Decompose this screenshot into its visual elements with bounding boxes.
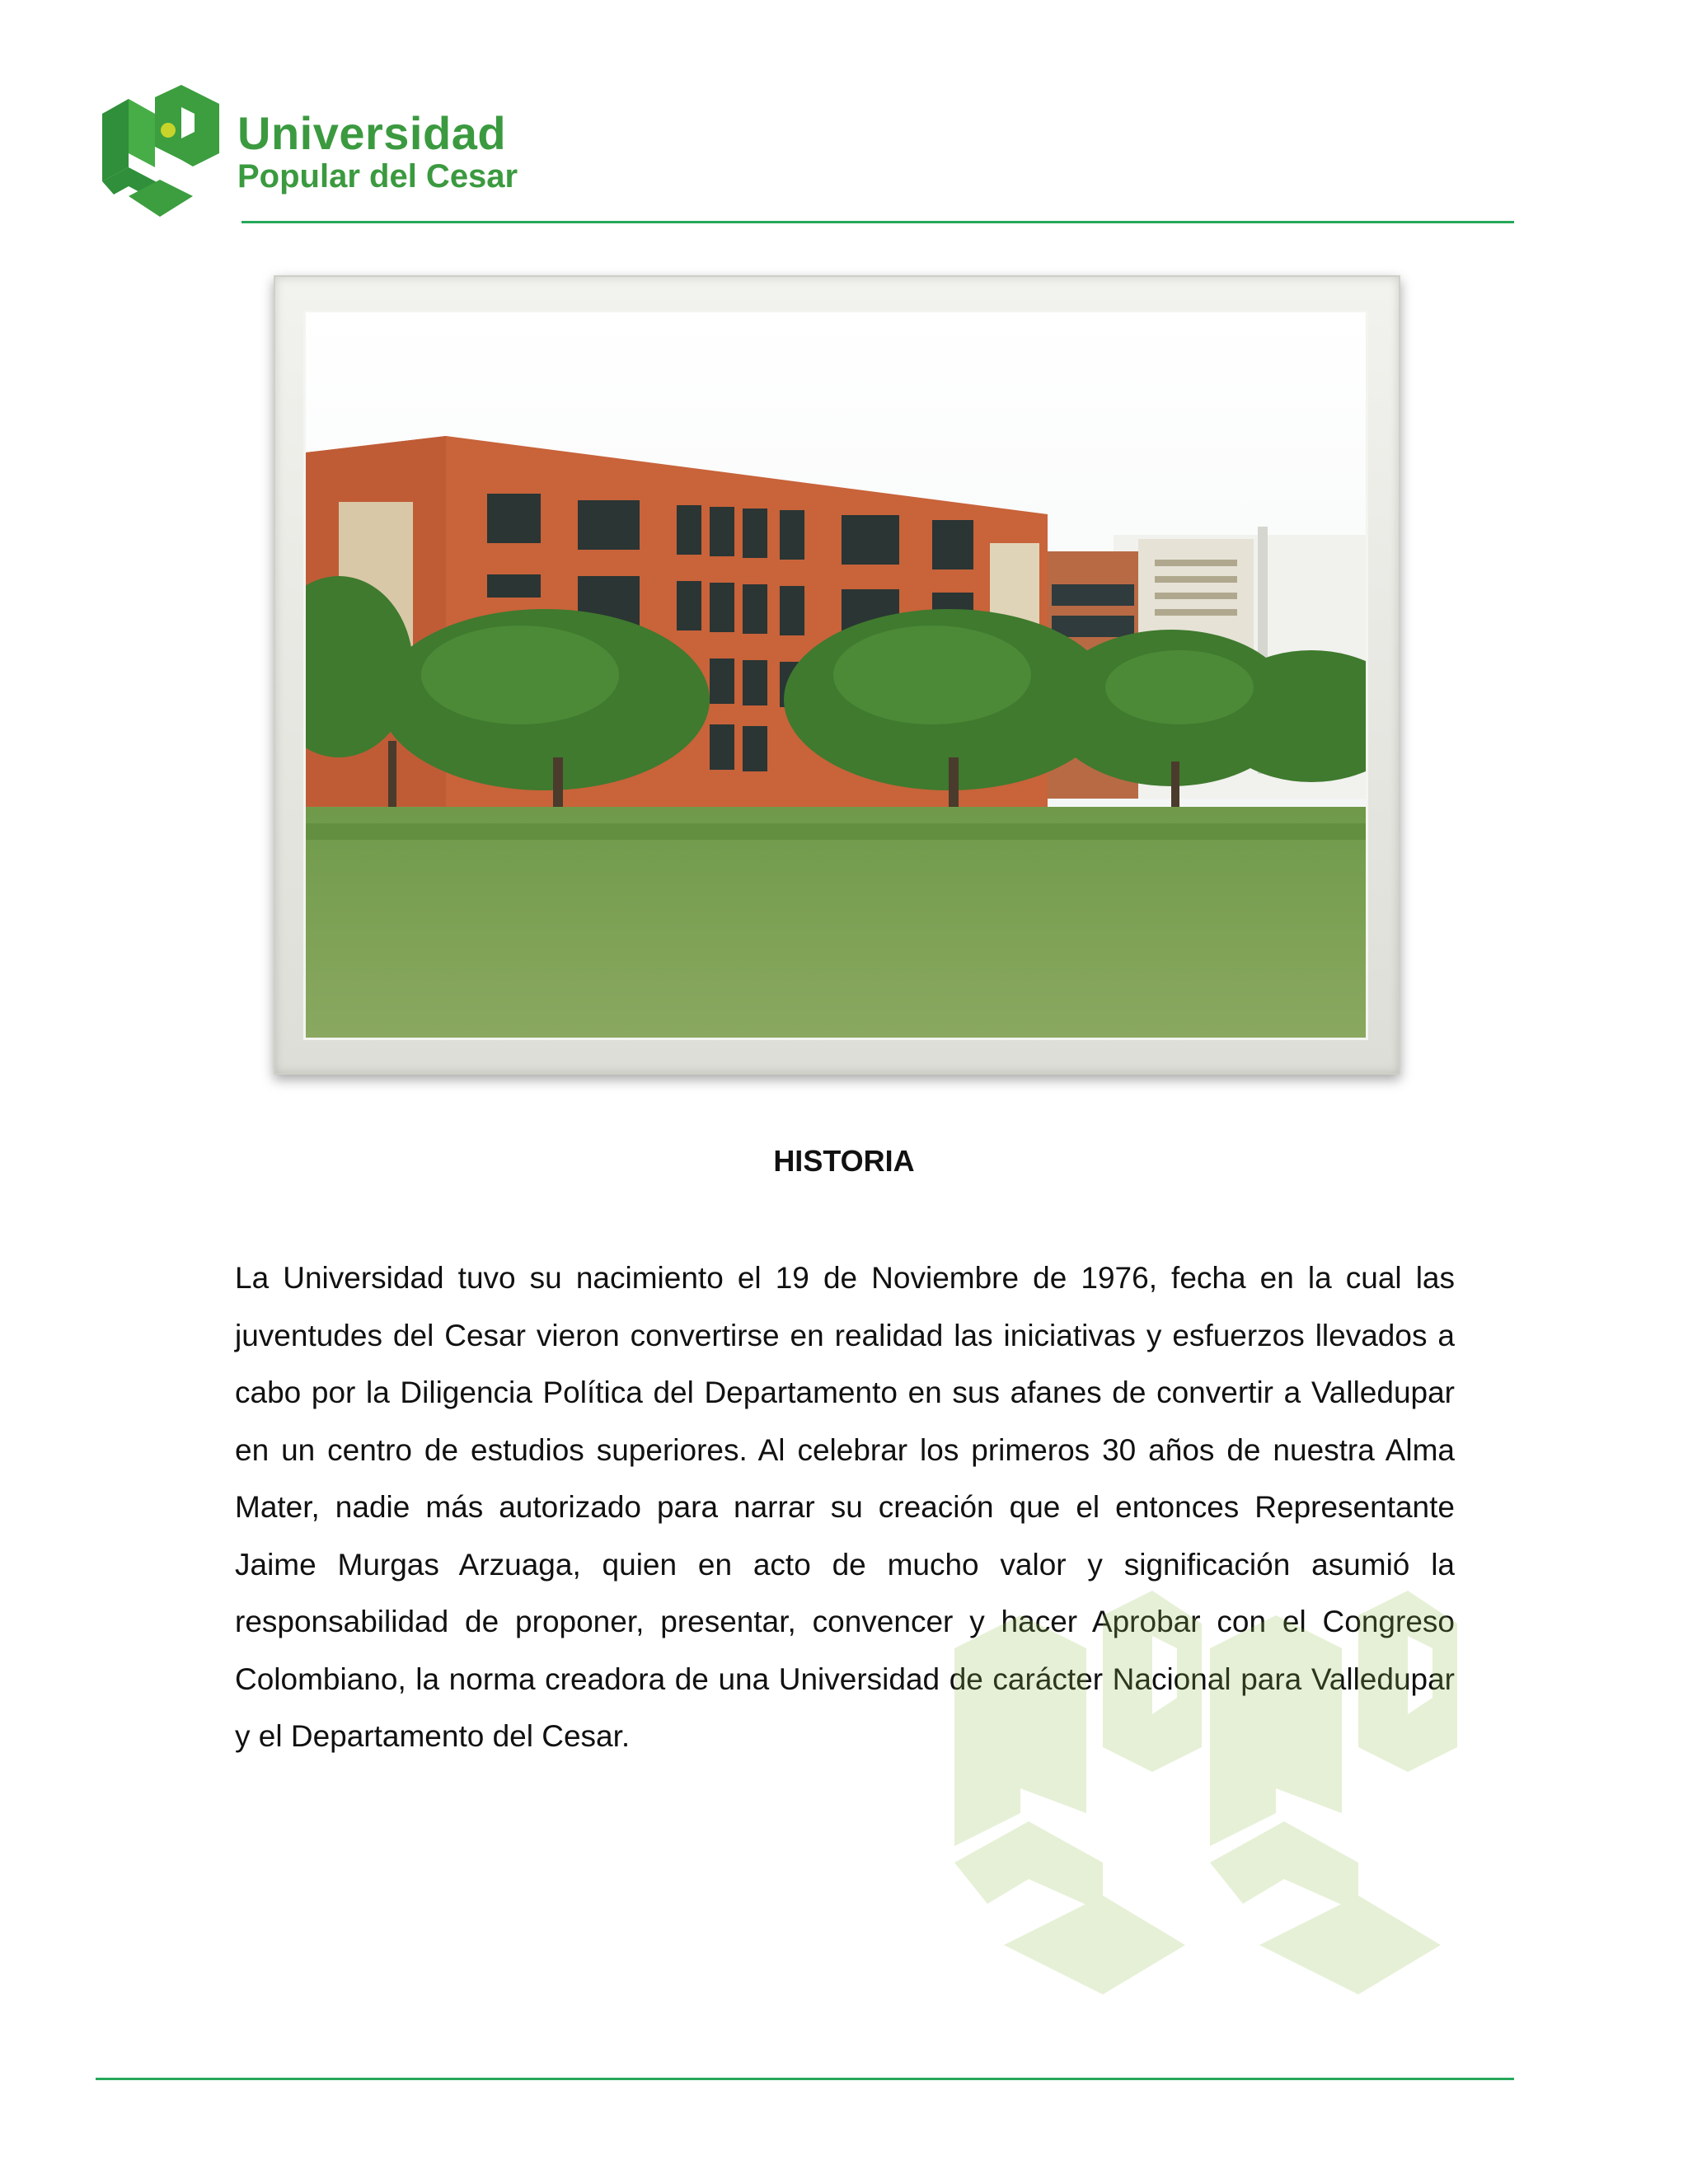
- footer-divider: [96, 2078, 1514, 2080]
- university-logo: [96, 81, 524, 221]
- upc-watermark-icon: [954, 1549, 1465, 2077]
- history-paragraph: La Universidad tuvo su nacimiento el 19 de Noviembre de 1976, fecha en la cual las juventudes del Cesar vieron convertirse en realidad las iniciativas y esfuerzos llevados a cabo por la Diligencia Política del Departamento en sus afanes de convertir a Valledupar en un centro de estudios superiores. Al celebrar los primeros 30 años de nuestra Alma Mater, nadie más autorizado para narrar su creación que el entonces Representante Jaime Murgas Arzuaga, quien en acto de mucho valor y significación asumió la responsabilidad de proponer, presentar, convencer y hacer Aprobar con el Congreso Colombiano, la norma creadora de una Universidad de carácter Nacional para Valledupar y el Departamento del Cesar.: [235, 1261, 1455, 1753]
- photo-frame: [274, 275, 1400, 1075]
- logo-title: Universidad: [237, 107, 507, 159]
- logo-subtitle: Popular del Cesar: [237, 158, 518, 194]
- header-divider: [241, 221, 1514, 223]
- building-illustration: [306, 312, 1366, 1038]
- university-building-photo: [303, 310, 1368, 1040]
- section-heading: HISTORIA: [773, 1144, 915, 1178]
- upc-logo-icon: [96, 81, 223, 221]
